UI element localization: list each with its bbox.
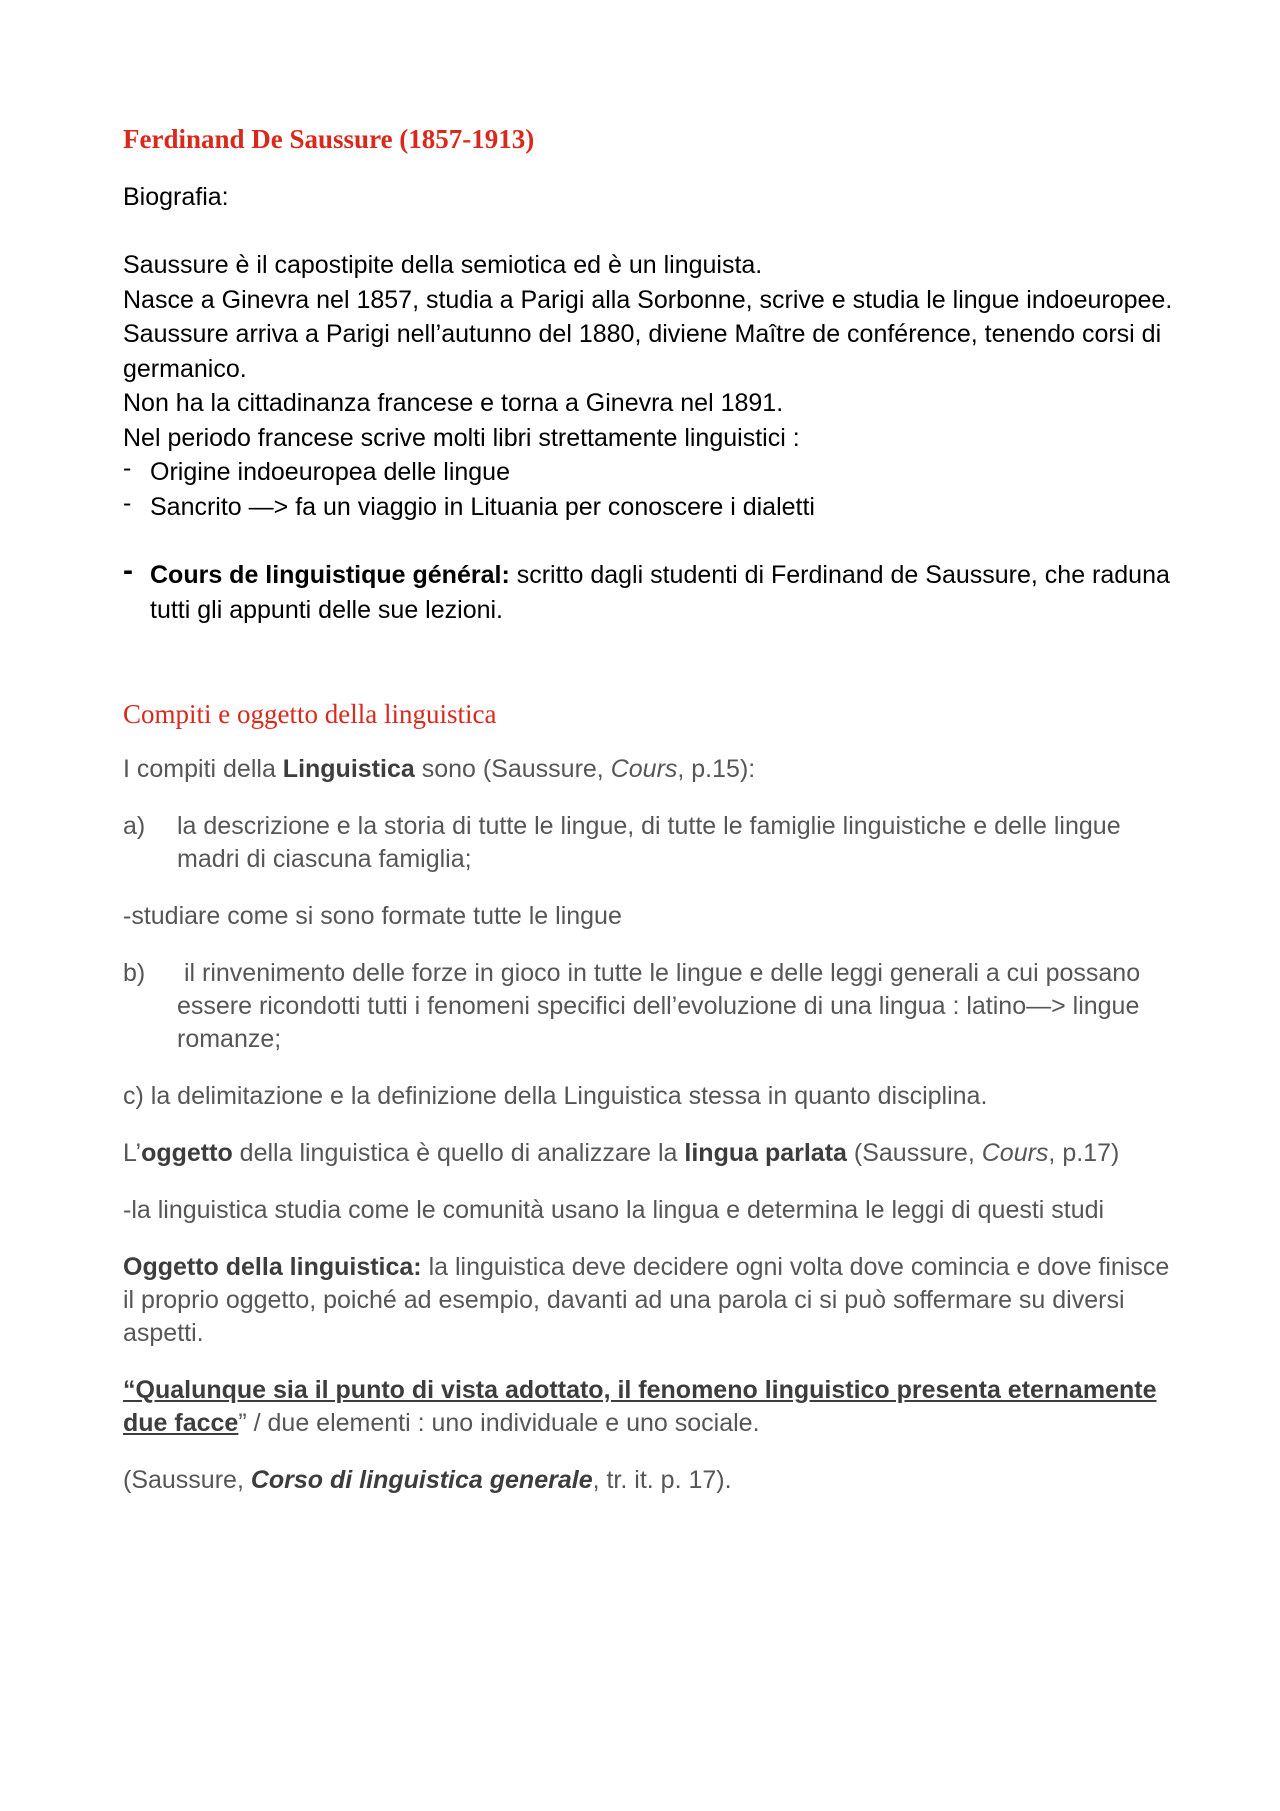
bio-list-item (123, 455, 1183, 490)
list-item-a (123, 810, 1183, 876)
dash-bullet: - (123, 454, 132, 482)
bio-line: Non ha la cittadinanza francese e torna a Ginevra nel 1891. (123, 389, 784, 417)
list-item-text: la descrizione e la storia di tutte le lingue, di tutte le famiglie linguistiche e delle lingue madri di ciascuna famiglia; (177, 812, 1121, 873)
dash-bullet: - (123, 488, 132, 517)
note-paragraph: -la linguistica studia come le comunità usano la lingua e determina le leggi di questi studi (123, 1196, 1105, 1224)
text-run: ” / due elementi : uno individuale e uno sociale. (238, 1409, 760, 1437)
text-run-italic: Cours (610, 755, 678, 783)
text-run: la linguistica deve decidere ogni volta dove comincia e dove finisce il proprio oggetto, poiché ad esempio, davanti ad una parola ci si può soffermare su diversi aspetti. (123, 1253, 1170, 1347)
biography-heading: Biografia: (123, 183, 229, 211)
text-run: , p.17) (1048, 1139, 1120, 1167)
text-run: , p.15): (677, 755, 756, 783)
bio-list-item-text: Sancrito —> fa un viaggio in Lituania per conoscere i dialetti (150, 492, 815, 521)
spacer (123, 627, 1183, 697)
linguistics-section (123, 753, 1183, 1497)
list-item-b (123, 957, 1183, 1056)
cours-description: scritto dagli studenti di Ferdinand de Saussure, che raduna tutti gli appunti delle sue lezioni. (150, 561, 1170, 624)
text-run-bold: oggetto (141, 1139, 233, 1167)
bio-list-item-cours (123, 554, 1183, 627)
note-paragraph: -studiare come si sono formate tutte le lingue (123, 902, 622, 930)
biography-section (123, 180, 1183, 627)
citation-title: Corso di linguistica generale (250, 1466, 593, 1494)
quote-underlined: “Qualunque sia il punto di vista adottato, il fenomeno linguistico presenta eternamente due facce (123, 1376, 1157, 1437)
text-run: (Saussure, (123, 1466, 251, 1494)
section-heading: Compiti e oggetto della linguistica (123, 699, 497, 729)
bio-line: Nel periodo francese scrive molti libri strettamente linguistici : (123, 423, 800, 452)
text-run: sono (Saussure, (414, 755, 611, 783)
dash-bullet: - (123, 554, 133, 587)
citation-paragraph (123, 1464, 1183, 1497)
bio-line: Saussure è il capostipite della semiotica ed è un linguista. (123, 251, 763, 279)
list-marker: b) (123, 959, 146, 987)
text-run-bold: lingua parlata (684, 1139, 847, 1167)
spacer (123, 524, 1183, 558)
text-run: (Saussure, (846, 1139, 982, 1167)
oggetto-definition-paragraph (123, 1251, 1183, 1350)
list-item-text: il rinvenimento delle forze in gioco in tutte le lingue e delle leggi generali a cui possano essere ricondotti tutti i fenomeni specifici dell’evoluzione di una lingua : latino—> lingue romanze; (177, 959, 1148, 1053)
bio-list-item (123, 490, 1183, 525)
document-body (123, 122, 1183, 1521)
intro-paragraph (123, 753, 1183, 786)
bio-line: Nasce a Ginevra nel 1857, studia a Parigi alla Sorbonne, scrive e studia le lingue indoeuropee. (123, 285, 1173, 314)
cours-title: Cours de linguistique général: (150, 561, 510, 589)
text-run: della linguistica è quello di analizzare la (232, 1139, 685, 1167)
list-item-c: c) la delimitazione e la definizione della Linguistica stessa in quanto disciplina. (123, 1082, 988, 1110)
page-title: Ferdinand De Saussure (1857-1913) (123, 124, 535, 154)
list-marker: a) (123, 812, 146, 840)
bio-list-item-text: Origine indoeuropea delle lingue (150, 458, 510, 486)
text-run-bold: Linguistica (282, 755, 415, 783)
oggetto-paragraph (123, 1137, 1183, 1170)
quote-paragraph (123, 1374, 1183, 1440)
text-run-italic: Cours (981, 1139, 1049, 1167)
text-run: I compiti della (123, 755, 283, 783)
text-run-bold: Oggetto della linguistica: (123, 1253, 422, 1281)
text-run: , tr. it. p. 17). (592, 1466, 732, 1494)
text-run: L’ (123, 1139, 142, 1167)
bio-line: Saussure arriva a Parigi nell’autunno del 1880, diviene Maître de conférence, tenendo corsi di germanico. (123, 320, 1162, 383)
